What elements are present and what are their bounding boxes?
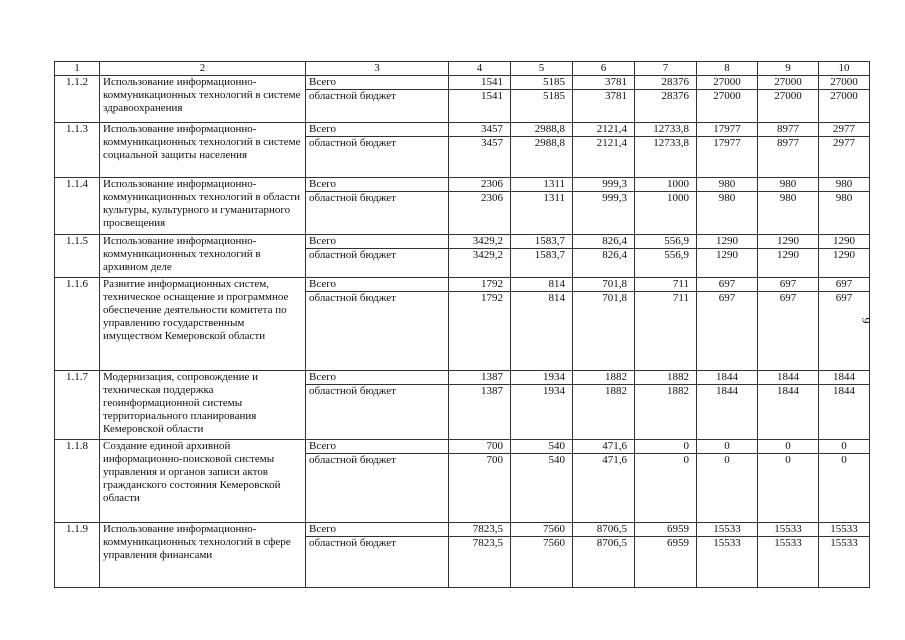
value-cell: 2988,8 [511,137,573,178]
table-row [55,371,870,385]
value-cell: 2306 [449,178,511,192]
row-number: 1.1.3 [55,123,100,178]
value-cell: 0 [758,440,819,454]
table-row [55,440,870,454]
value-cell: 999,3 [573,178,635,192]
total-label: Всего [306,371,449,385]
value-cell: 980 [819,192,870,235]
activity-name: Развитие информационных систем, техническое оснащение и программное обеспечение деятельности комитета по управлению государственным имуществом Кемеровской области [100,278,306,371]
value-cell: 2306 [449,192,511,235]
value-cell: 2988,8 [511,123,573,137]
value-cell: 0 [697,454,758,523]
value-cell: 556,9 [635,235,697,249]
budget-label: областной бюджет [306,137,449,178]
value-cell: 1583,7 [511,249,573,278]
value-cell: 15533 [819,537,870,588]
value-cell: 7560 [511,537,573,588]
activity-name: Создание единой архивной информационно-поисковой системы управления и органов записи актов гражданского состояния Кемеровской области [100,440,306,523]
table-row [55,235,870,249]
header-cell: 6 [573,62,635,76]
value-cell: 1290 [697,235,758,249]
table-row [55,76,870,90]
value-cell: 697 [697,292,758,371]
value-cell: 27000 [697,90,758,123]
value-cell: 711 [635,278,697,292]
value-cell: 3781 [573,76,635,90]
budget-table [54,61,870,588]
value-cell: 1934 [511,385,573,440]
value-cell: 27000 [819,90,870,123]
value-cell: 1882 [573,385,635,440]
table-row [55,278,870,292]
value-cell: 8977 [758,137,819,178]
value-cell: 28376 [635,76,697,90]
value-cell: 2977 [819,137,870,178]
value-cell: 1583,7 [511,235,573,249]
value-cell: 1290 [697,249,758,278]
value-cell: 1882 [573,371,635,385]
budget-label: областной бюджет [306,249,449,278]
table-row [55,178,870,192]
value-cell: 1882 [635,385,697,440]
value-cell: 15533 [758,537,819,588]
value-cell: 8977 [758,123,819,137]
value-cell: 826,4 [573,235,635,249]
total-label: Всего [306,523,449,537]
activity-name: Использование информационно-коммуникационных технологий в сфере управления финансами [100,523,306,588]
header-cell: 10 [819,62,870,76]
value-cell: 1311 [511,192,573,235]
value-cell: 980 [697,192,758,235]
value-cell: 0 [635,440,697,454]
value-cell: 1844 [758,385,819,440]
value-cell: 1844 [697,371,758,385]
value-cell: 15533 [697,537,758,588]
header-cell: 4 [449,62,511,76]
value-cell: 1541 [449,76,511,90]
header-cell: 9 [758,62,819,76]
value-cell: 1290 [819,235,870,249]
value-cell: 5185 [511,76,573,90]
value-cell: 27000 [758,90,819,123]
value-cell: 6959 [635,537,697,588]
value-cell: 701,8 [573,278,635,292]
budget-label: областной бюджет [306,90,449,123]
header-cell: 1 [55,62,100,76]
value-cell: 999,3 [573,192,635,235]
row-number: 1.1.5 [55,235,100,278]
value-cell: 471,6 [573,454,635,523]
value-cell: 15533 [697,523,758,537]
activity-name: Использование информационно-коммуникационных технологий в архивном деле [100,235,306,278]
value-cell: 6959 [635,523,697,537]
value-cell: 1882 [635,371,697,385]
row-number: 1.1.8 [55,440,100,523]
value-cell: 697 [697,278,758,292]
value-cell: 1000 [635,178,697,192]
value-cell: 540 [511,454,573,523]
row-number: 1.1.4 [55,178,100,235]
value-cell: 0 [819,454,870,523]
total-label: Всего [306,440,449,454]
value-cell: 3429,2 [449,235,511,249]
table-row [55,123,870,137]
value-cell: 2977 [819,123,870,137]
header-cell: 8 [697,62,758,76]
value-cell: 1844 [697,385,758,440]
value-cell: 0 [635,454,697,523]
value-cell: 7823,5 [449,537,511,588]
value-cell: 27000 [697,76,758,90]
budget-label: областной бюджет [306,192,449,235]
value-cell: 1844 [819,385,870,440]
budget-label: областной бюджет [306,537,449,588]
value-cell: 701,8 [573,292,635,371]
value-cell: 471,6 [573,440,635,454]
header-cell: 3 [306,62,449,76]
total-label: Всего [306,123,449,137]
value-cell: 15533 [819,523,870,537]
value-cell: 0 [697,440,758,454]
value-cell: 1387 [449,385,511,440]
value-cell: 3457 [449,137,511,178]
activity-name: Использование информационно-коммуникационных технологий в системе социальной защиты населения [100,123,306,178]
value-cell: 697 [758,278,819,292]
value-cell: 17977 [697,123,758,137]
value-cell: 1792 [449,278,511,292]
value-cell: 12733,8 [635,123,697,137]
value-cell: 980 [819,178,870,192]
value-cell: 2121,4 [573,137,635,178]
value-cell: 700 [449,454,511,523]
value-cell: 1387 [449,371,511,385]
value-cell: 826,4 [573,249,635,278]
value-cell: 28376 [635,90,697,123]
header-cell: 2 [100,62,306,76]
value-cell: 27000 [819,76,870,90]
table-body [55,62,870,588]
value-cell: 8706,5 [573,537,635,588]
value-cell: 12733,8 [635,137,697,178]
value-cell: 1844 [758,371,819,385]
value-cell: 1290 [758,249,819,278]
value-cell: 697 [819,278,870,292]
row-number: 1.1.9 [55,523,100,588]
value-cell: 556,9 [635,249,697,278]
value-cell: 3429,2 [449,249,511,278]
activity-name: Модернизация, сопровождение и техническая поддержка геоинформационной системы территориального планирования Кемеровской области [100,371,306,440]
value-cell: 814 [511,292,573,371]
header-cell: 5 [511,62,573,76]
value-cell: 1934 [511,371,573,385]
value-cell: 0 [758,454,819,523]
header-cell: 7 [635,62,697,76]
value-cell: 7560 [511,523,573,537]
value-cell: 3781 [573,90,635,123]
value-cell: 1290 [758,235,819,249]
budget-label: областной бюджет [306,454,449,523]
value-cell: 711 [635,292,697,371]
row-number: 1.1.6 [55,278,100,371]
value-cell: 980 [758,192,819,235]
total-label: Всего [306,278,449,292]
value-cell: 8706,5 [573,523,635,537]
value-cell: 697 [819,292,870,371]
header-row [55,62,870,76]
activity-name: Использование информационно-коммуникационных технологий в системе здравоохранения [100,76,306,123]
value-cell: 1000 [635,192,697,235]
value-cell: 0 [819,440,870,454]
value-cell: 3457 [449,123,511,137]
total-label: Всего [306,235,449,249]
value-cell: 1792 [449,292,511,371]
value-cell: 7823,5 [449,523,511,537]
activity-name: Использование информационно-коммуникационных технологий в области культуры, культурного и гуманитарного просвещения [100,178,306,235]
value-cell: 980 [697,178,758,192]
table-row [55,523,870,537]
value-cell: 1844 [819,371,870,385]
value-cell: 17977 [697,137,758,178]
value-cell: 1541 [449,90,511,123]
value-cell: 5185 [511,90,573,123]
value-cell: 980 [758,178,819,192]
row-number: 1.1.7 [55,371,100,440]
total-label: Всего [306,76,449,90]
total-label: Всего [306,178,449,192]
budget-label: областной бюджет [306,292,449,371]
value-cell: 2121,4 [573,123,635,137]
value-cell: 27000 [758,76,819,90]
value-cell: 697 [758,292,819,371]
value-cell: 15533 [758,523,819,537]
value-cell: 1290 [819,249,870,278]
page-number: 9 [859,317,874,324]
budget-label: областной бюджет [306,385,449,440]
value-cell: 700 [449,440,511,454]
row-number: 1.1.2 [55,76,100,123]
value-cell: 540 [511,440,573,454]
value-cell: 814 [511,278,573,292]
value-cell: 1311 [511,178,573,192]
